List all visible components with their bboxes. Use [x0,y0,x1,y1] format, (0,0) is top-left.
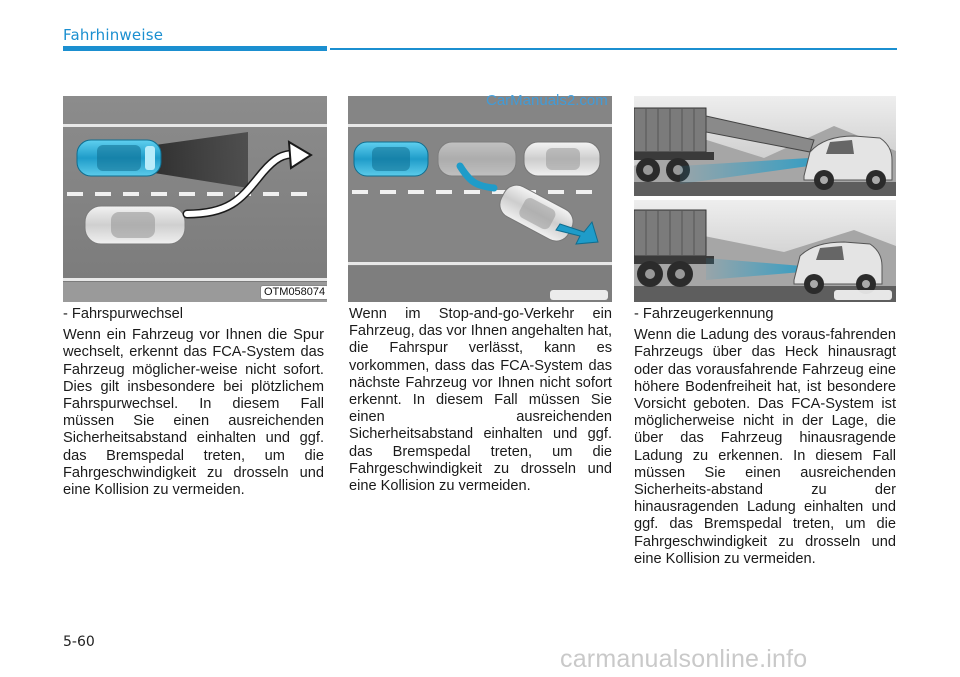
footer-watermark: carmanualsonline.info [560,645,808,673]
item-heading: - Fahrzeugerkennung [634,306,774,322]
figure-code-blurred [550,290,608,300]
paragraph: Wenn die Ladung des voraus-fahrenden Fahrzeugs über das Heck hinausragt oder das vorausfahrende Fahrzeug eine höhere Bodenfreiheit hat, ist besondere Vorsicht geboten. Das FCA-System ist möglicherweise nicht in der Lage, die über das Fahrzeug hinausragende Ladung zu erkennen. In diesem Fall müssen Sie einen ausreichenden Sicherheits-abstand zu der hinausragenden Ladung einhalten und ggf. das Bremspedal treten, um die Fahrgeschwindigkeit zu drosseln und eine Kollision zu vermeiden. [634,327,896,567]
column-middle [349,306,612,500]
watermark-top: CarManuals2.com [486,92,608,109]
ghost-car [438,142,516,176]
figure-code: OTM058074 [260,285,327,300]
header-rule-thin [330,48,897,50]
page-number: 5-60 [63,634,95,650]
column-right [634,306,896,573]
road-top-edge [63,124,327,127]
column-left [63,306,324,504]
header-rule-thick [63,46,327,51]
figure-lane-change [63,96,327,302]
next-car [524,142,600,176]
figure-truck-load [634,96,896,302]
item-heading: - Fahrspurwechsel [63,306,184,322]
paragraph: Wenn ein Fahrzeug vor Ihnen die Spur wechselt, erkennt das FCA-System das Fahrzeug möglicher-weise nicht sofort. Dies gilt insbesondere bei plötzlichem Fahrspurwechsel. In diesem Fall müssen Sie einen ausreichenden Sicherheitsabstand einhalten und ggf. das Bremspedal treten, um die Fahrgeschwindigkeit zu drosseln und eine Kollision zu vermeiden. [63,327,324,499]
lane-dashes [67,192,307,196]
figure-code-blurred [834,290,892,300]
ego-car-blue [77,140,161,176]
ego-car-blue [354,142,428,176]
cutting-in-car [85,206,185,244]
paragraph: Wenn im Stop-and-go-Verkehr ein Fahrzeug, das vor Ihnen angehalten hat, die Fahrspur verlässt, kann es vorkommen, dass das FCA-System das nächste Fahrzeug vor Ihnen nicht sofort erkennt. In diesem Fall müssen Sie einen ausreichenden Sicherheitsabstand einhalten und ggf. das Bremspedal treten, um die Fahrgeschwindigkeit zu drosseln und eine Kollision zu vermeiden. [349,306,612,495]
section-title: Fahrhinweise [63,26,164,44]
road-bottom-edge [63,278,327,281]
figure-stop-and-go [348,96,612,302]
